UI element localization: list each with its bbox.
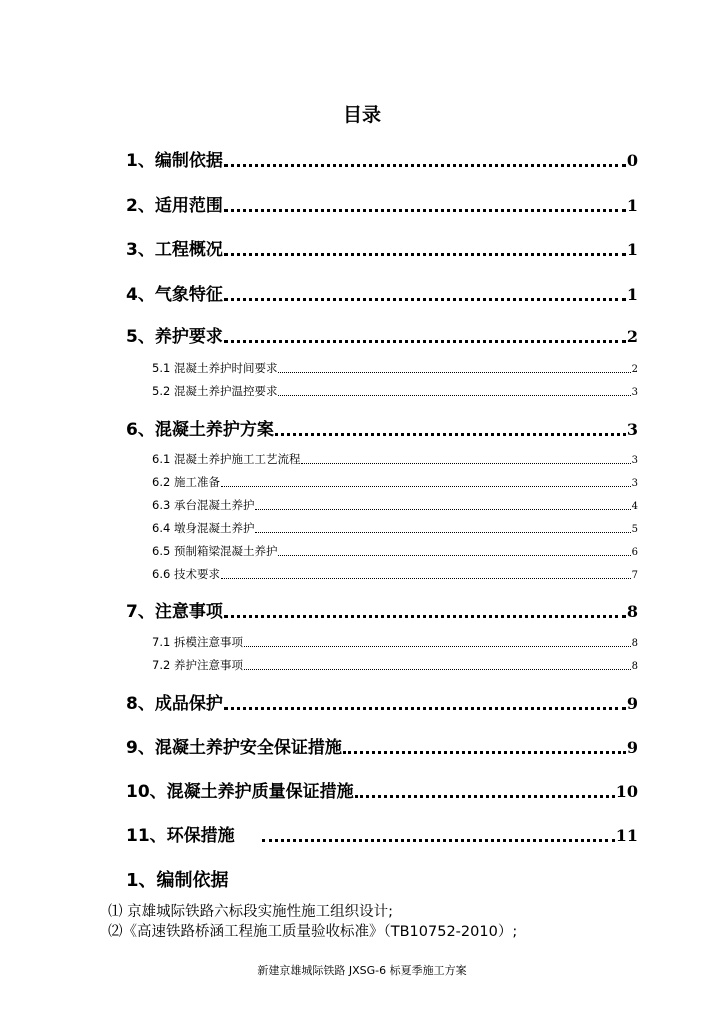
toc-leader-dots [343,751,626,754]
toc-leader-dots [224,615,626,618]
toc-leader-dots [221,578,631,579]
toc-subentry [152,497,638,513]
toc-entry [126,322,638,347]
toc-leader-dots [275,433,626,436]
toc-subentry [152,657,638,673]
toc-entry-label: 10、混凝土养护质量保证措施 [126,782,354,802]
toc-leader-dots [224,340,626,343]
toc-subentry [152,543,638,559]
toc-subentry [152,474,638,490]
body-text-line: ⑵《高速铁路桥涵工程施工质量验收标准》（TB10752-2010）; [108,924,518,940]
toc-entry-page: 11 [615,826,638,845]
toc-leader-dots [224,253,626,256]
toc-entry-page: 3 [626,420,638,439]
toc-entry-label: 7.2 养护注意事项 [152,658,243,672]
toc-entry-label: 6.4 墩身混凝土养护 [152,521,255,535]
toc-entry-page: 3 [631,478,638,489]
toc-entry-page: 9 [626,738,638,757]
toc-leader-dots [355,795,615,798]
toc-leader-dots [278,555,630,556]
toc-entry-page: 6 [631,547,638,558]
toc-entry [126,733,638,758]
toc-leader-dots [244,669,631,670]
toc-entry-label: 6.1 混凝土养护施工工艺流程 [152,452,301,466]
toc-leader-dots [221,486,631,487]
toc-entry-label: 1、编制依据 [126,151,223,171]
toc-entry-page: 3 [631,455,638,466]
toc-entry-label: 5、养护要求 [126,327,223,347]
toc-entry-page: 10 [615,782,638,801]
toc-subentry [152,634,638,650]
toc-leader-dots [255,532,630,533]
toc-entry [126,191,638,216]
toc-subentry [152,360,638,376]
toc-subentry [152,566,638,582]
toc-entry [126,415,638,440]
toc-entry-label: 11、环保措施 [126,826,235,846]
toc-entry-page: 8 [631,638,638,649]
toc-entry-label: 5.2 混凝土养护温控要求 [152,384,278,398]
toc-entry-label: 4、气象特征 [126,285,223,305]
toc-entry-label: 6.6 技术要求 [152,567,220,581]
toc-subentry [152,451,638,467]
toc-entry [126,597,638,622]
toc-leader-dots [224,707,626,710]
toc-entry-label: 2、适用范围 [126,196,223,216]
toc-title: 目录 [342,104,381,126]
section-heading: 1、编制依据 [126,870,229,891]
toc-entry-page: 2 [631,364,638,375]
toc-entry-label: 6.3 承台混凝土养护 [152,498,255,512]
toc-entry [126,689,638,714]
toc-leader-dots [224,209,626,212]
toc-entry-label: 6.5 预制箱梁混凝土养护 [152,544,278,558]
toc-subentry [152,520,638,536]
toc-leader-dots [224,298,626,301]
toc-leader-dots [224,164,626,167]
toc-entry-page: 8 [631,661,638,672]
toc-entry-page: 1 [626,285,638,304]
toc-entry [126,280,638,305]
toc-entry-page: 4 [631,501,638,512]
body-text-line: ⑴ 京雄城际铁路六标段实施性施工组织设计; [108,904,393,920]
toc-entry-page: 0 [626,151,638,170]
toc-leader-dots [262,839,615,842]
toc-entry-label: 8、成品保护 [126,694,223,714]
toc-entry-label: 5.1 混凝土养护时间要求 [152,361,278,375]
page-footer: 新建京雄城际铁路 JXSG-6 标夏季施工方案 [257,964,467,977]
toc-entry [126,235,638,260]
toc-entry-page: 1 [626,196,638,215]
toc-entry-page: 5 [631,524,638,535]
toc-entry-page: 7 [631,570,638,581]
toc-entry [126,821,638,846]
toc-entry [126,777,638,802]
toc-entry-page: 9 [626,694,638,713]
toc-entry-page: 2 [626,327,638,346]
toc-entry [126,146,638,171]
toc-entry-label: 7.1 拆模注意事项 [152,635,243,649]
toc-entry-page: 3 [631,387,638,398]
toc-leader-dots [278,395,630,396]
toc-entry-label: 3、工程概况 [126,240,223,260]
toc-leader-dots [278,372,630,373]
toc-entry-label: 6.2 施工准备 [152,475,220,489]
toc-entry-label: 7、注意事项 [126,602,223,622]
toc-entry-page: 1 [626,240,638,259]
toc-leader-dots [244,646,631,647]
toc-leader-dots [301,463,630,464]
toc-entry-page: 8 [626,602,638,621]
toc-entry-label: 9、混凝土养护安全保证措施 [126,738,342,758]
toc-entry-label: 6、混凝土养护方案 [126,420,274,440]
toc-leader-dots [255,509,630,510]
toc-subentry [152,383,638,399]
